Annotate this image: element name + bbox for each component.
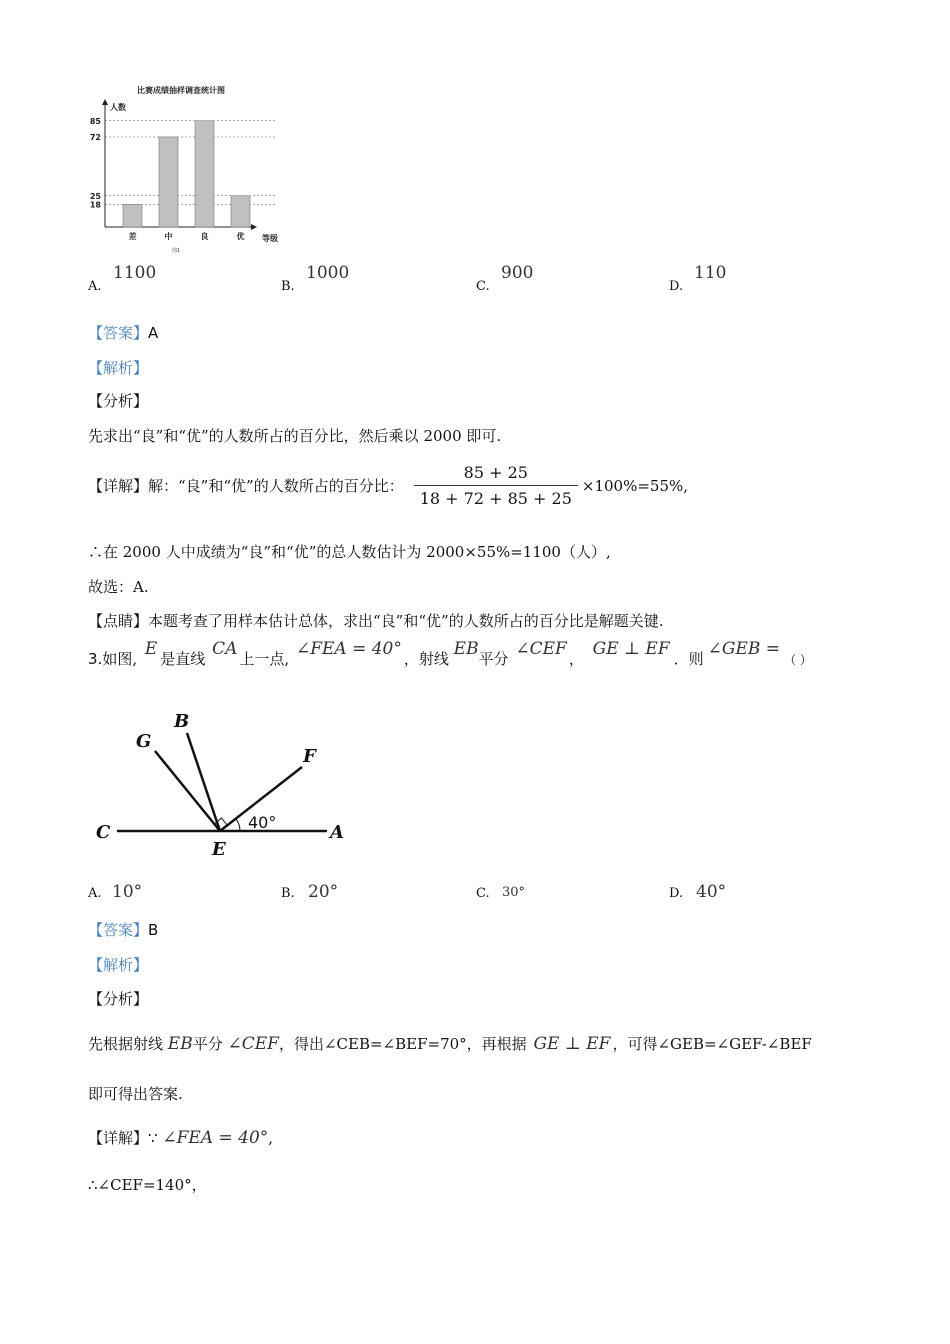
q3-answer-line (88, 919, 158, 940)
angle-arc-40 (236, 819, 240, 831)
q3-stem-text-1: 如图, (102, 650, 138, 668)
q3-fenxi-text-1: 先根据射线 (88, 1035, 164, 1053)
chart-ylabel: 人数 (110, 103, 126, 112)
q3-stem-text-4: ，射线 (403, 650, 449, 668)
fraction-numerator: 85 + 25 (414, 463, 578, 486)
x-category-label: 优 (236, 232, 245, 241)
label-angle-40: 40° (248, 813, 277, 832)
q3-stem-angle: ∠FEA = 40° (295, 639, 402, 659)
x-axis-arrow (251, 224, 257, 230)
q2-option-a-value: 1100 (113, 263, 157, 283)
x-category-label: 中 (164, 232, 173, 241)
q3-stem-text-3: 上一点, (239, 650, 290, 668)
bar-差 (123, 205, 142, 228)
y-tick-label: 72 (89, 133, 101, 142)
q2-answer-line (88, 322, 158, 343)
q2-fenxi-text: 先求出“良”和“优”的人数所占的百分比，然后乘以 2000 即可. (88, 427, 502, 445)
q2-xiangjie-suffix: ×100%=55%, (581, 476, 689, 495)
q3-fenxi-perp: GE ⊥ EF (533, 1034, 611, 1054)
y-axis-arrow (102, 99, 108, 105)
because-symbol: ∵ (148, 1129, 158, 1147)
y-tick-label: 25 (89, 191, 101, 201)
chart-xlabel: 等级 (262, 234, 278, 243)
bar-良 (195, 121, 214, 227)
q2-dianjing-line (88, 610, 663, 631)
q3-option-b-letter: B. (281, 886, 295, 901)
q3-fenxi-text-3: ，得出∠CEB=∠BEF=70°，再根据 (278, 1035, 527, 1053)
q3-therefore-line: ∴∠CEF=140°， (88, 1176, 207, 1194)
label-G: G (136, 731, 152, 752)
q2-option-c-value: 900 (501, 263, 534, 283)
q2-guxuan: 故选：A. (88, 578, 149, 596)
q3-option-c-value: 30° (502, 885, 526, 900)
q3-stem-text-5: 平分 (478, 650, 509, 668)
q3-stem-text-6: ， (568, 650, 584, 668)
q2-option-d-letter: D. (669, 279, 684, 294)
q3-number: 3. (88, 650, 103, 668)
q3-fenxi-label: 【分析】 (88, 990, 149, 1008)
ray-EB (187, 733, 220, 831)
label-B: B (174, 711, 190, 732)
q3-fenxi-text-2: 平分 (192, 1035, 223, 1053)
q3-answer-label: 【答案】 (88, 921, 149, 939)
q3-fenxi-line-2: 即可得出答案. (88, 1085, 183, 1103)
bar-优 (231, 196, 250, 227)
q3-stem-CA: CA (212, 639, 238, 659)
q2-answer: A (148, 324, 159, 342)
q3-option-a-letter: A. (88, 886, 102, 901)
q3-fenxi-CEF: ∠CEF (227, 1034, 279, 1054)
q3-stem-GEB: ∠GEB = (707, 639, 781, 659)
q2-option-a-letter: A. (88, 279, 102, 294)
bar-chart (85, 80, 295, 255)
q3-stem-EB: EB (453, 639, 479, 659)
q3-option-d-letter: D. (669, 886, 684, 901)
q3-stem-paren: （ ） (784, 653, 812, 667)
q3-stem-text-7: ．则 (673, 650, 704, 668)
q3-stem-CEF: ∠CEF (515, 639, 567, 659)
label-A: A (330, 822, 344, 843)
label-E: E (212, 839, 226, 860)
q3-because-math: ∠FEA = 40° (162, 1128, 269, 1148)
q3-option-c-letter: C. (476, 886, 490, 901)
q2-xiangjie-line (88, 463, 688, 508)
y-tick-label: 18 (89, 200, 101, 210)
label-C: C (96, 822, 111, 843)
q2-option-b-value: 1000 (306, 263, 350, 283)
chart-sub-caption: 图1 (172, 248, 181, 254)
q3-stem-perp: GE ⊥ EF (592, 639, 670, 659)
q2-answer-label: 【答案】 (88, 324, 149, 342)
q3-answer: B (148, 921, 159, 939)
chart-title: 比赛成绩抽样调查统计图 (137, 86, 225, 95)
q3-fenxi-text-4: ，可得∠GEB=∠GEF-∠BEF (612, 1035, 812, 1053)
q3-fenxi-line-1 (88, 1033, 812, 1054)
fraction-denominator: 18 + 72 + 85 + 25 (419, 489, 572, 508)
q3-option-a-value: 10° (112, 882, 143, 902)
q3-stem-text-2: 是直线 (160, 650, 206, 668)
bar-中 (159, 137, 178, 227)
q3-stem (88, 639, 812, 669)
q2-percent-fraction (414, 463, 578, 508)
q3-xiangjie-line (88, 1127, 273, 1148)
q2-jiexi-label: 【解析】 (88, 359, 149, 377)
x-category-label: 差 (128, 232, 137, 241)
geometry-figure (90, 705, 360, 865)
q2-option-b-letter: B. (281, 279, 295, 294)
q2-fenxi-label: 【分析】 (88, 392, 149, 410)
q2-xiangjie-label: 【详解】 (88, 477, 149, 495)
q3-option-d-value: 40° (696, 882, 727, 902)
ray-EG (155, 751, 220, 831)
q2-xiangjie-prefix: 解：“良”和“优”的人数所占的百分比： (148, 477, 404, 495)
q3-jiexi-label: 【解析】 (88, 956, 149, 974)
q3-xiangjie-label: 【详解】 (88, 1129, 149, 1147)
x-category-label: 良 (200, 232, 209, 241)
label-F: F (303, 746, 316, 767)
q2-option-d-value: 110 (694, 263, 727, 283)
q3-stem-E: E (144, 639, 158, 659)
q3-option-b-value: 20° (308, 882, 339, 902)
q2-therefore-line: ∴在 2000 人中成绩为“良”和“优”的总人数估计为 2000×55%=1100（人）, (88, 543, 611, 561)
q3-because-end: , (268, 1129, 274, 1147)
q2-dianjing-label: 【点睛】 (88, 612, 149, 630)
q2-dianjing-text: 本题考查了用样本估计总体，求出“良”和“优”的人数所占的百分比是解题关键. (148, 612, 664, 630)
y-tick-label: 85 (89, 116, 101, 126)
q3-fenxi-EB: EB (167, 1034, 193, 1054)
q2-option-c-letter: C. (476, 279, 490, 294)
